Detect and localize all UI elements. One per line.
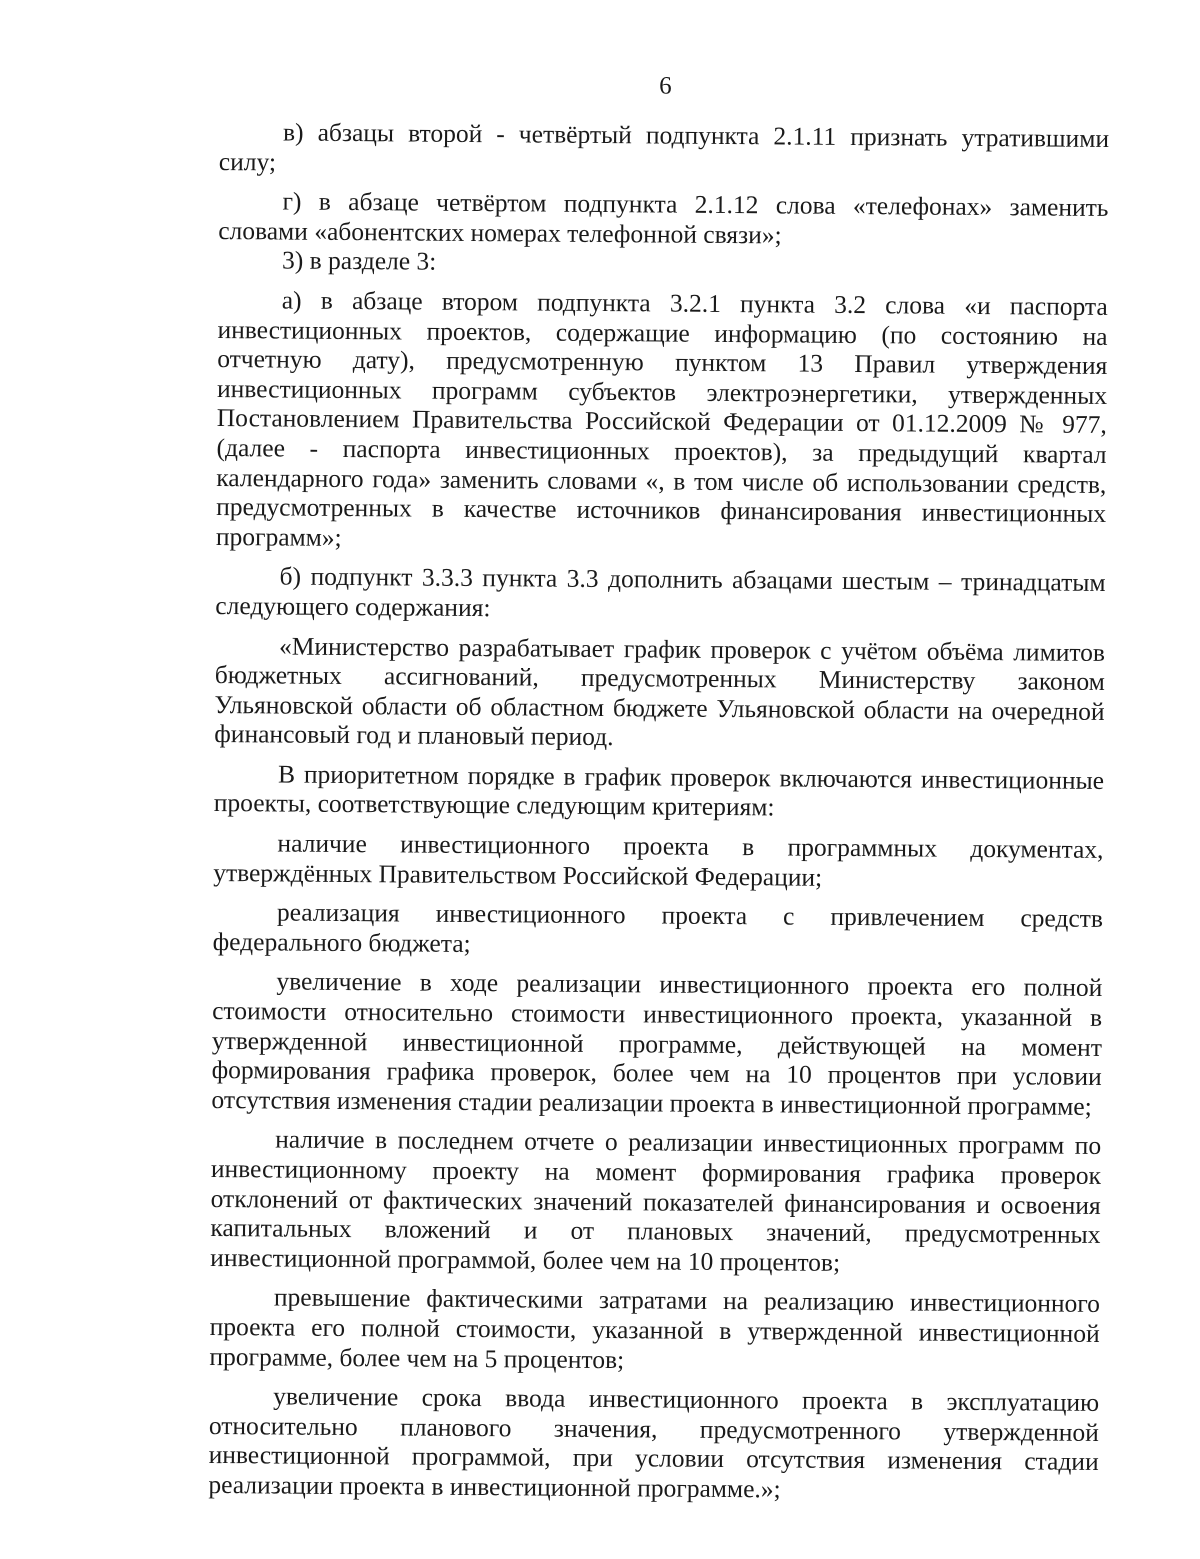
paragraph-criterion-program-documents: наличие инвестиционного проекта в программных документах, утверждённых Правительством Российской Федерации; [213,828,1104,892]
paragraph-criterion-commissioning-delay: увеличение срока ввода инвестиционного проекта в эксплуатацию относительно планового значения, предусмотренного утвержденной инвестиционной программой, при условии отсутствия изменения стадии реализации проекта в инвестиционной программе.»; [208,1381,1100,1504]
paragraph-criterion-report-deviations: наличие в последнем отчете о реализации инвестиционных программ по инвестиционному проекту на момент формирования графика проверок отклонений от фактических значений показателей финансирования и освоения капитальных вложений и от плановых значений, предусмотренных инвестиционной программой, более чем на 10 процентов; [210,1124,1102,1277]
paragraph-criterion-federal-budget: реализация инвестиционного проекта с привлечением средств федерального бюджета; [212,897,1104,958]
paragraph-section-3: 3) в разделе 3: [281,245,437,277]
paragraph-item-a: а) в абзаце втором подпункта 3.2.1 пункта 3.2 слова «и паспорта инвестиционных проектов, содержащие информацию (по состоянию на отчетную дату), предусмотренную пунктом 13 Правил утверждения инвестиционных программ субъектов электроэнергетики, утвержденных Постановлением Правительства Российской Федерации от 01.12.2009 № 977, (далее - паспорта инвестиционных проектов), за предыдущий квартал календарного года» заменить словами «, в том числе об использовании средств, предусмотренных в качестве источников финансирования инвестиционных программ»; [215,285,1108,552]
document-body [208,117,1109,1506]
paragraph-criterion-cost-increase: увеличение в ходе реализации инвестиционного проекта его полной стоимости относительно стоимости инвестиционного проекта, указанной в утвержденной инвестиционной программе, действующей на момент формирования графика проверок, более чем на 10 процентов при условии отсутствия изменения стадии реализации проекта в инвестиционной программе; [211,966,1103,1121]
paragraph-ministry-schedule: «Министерство разрабатывает график проверок с учётом объёма лимитов бюджетных ассигнований, предусмотренных Министерству законом Ульяновской области об областном бюджете Ульяновской области на очередной финансовый год и плановый период. [214,630,1106,752]
paragraph-priority-criteria: В приоритетном порядке в график проверок включаются инвестиционные проекты, соответствующие следующим критериям: [213,759,1105,822]
paragraph-item-g: г) в абзаце четвёртом подпункта 2.1.12 слова «телефонах» заменить словами «абонентских номерах телефонной связи»; [218,186,1109,250]
page-number: 6 [659,72,672,100]
paragraph-item-v: в) абзацы второй - четвёртый подпункта 2.1.11 признать утратившими силу; [218,117,1110,177]
paragraph-item-b: б) подпункт 3.3.3 пункта 3.3 дополнить абзацами шестым – тринадцатым следующего содержания: [215,561,1106,623]
paragraph-criterion-cost-overrun: превышение фактическими затратами на реализацию инвестиционного проекта его полной стоимости, указанной в утвержденной инвестиционной программе, более чем на 5 процентов; [209,1282,1101,1374]
